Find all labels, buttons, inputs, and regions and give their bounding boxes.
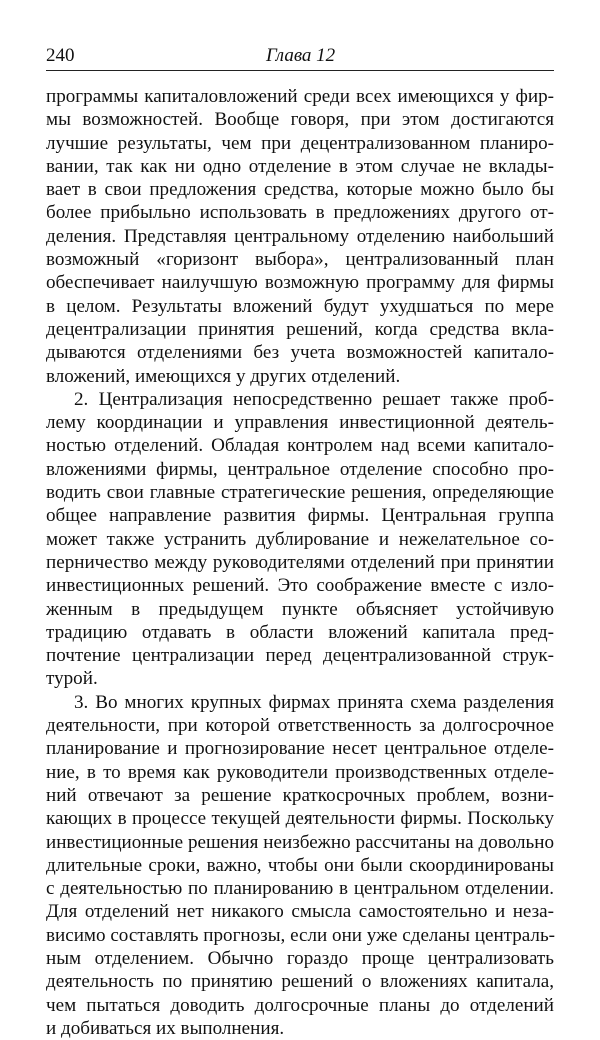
- text-line: обеспечивает наилучшую возможную программу для фирмы: [46, 272, 554, 294]
- text-line: деятельность по принятию решений о вложениях капитала,: [46, 971, 554, 993]
- text-line: вании, так как ни одно отделение в этом случае не вклады-: [46, 155, 554, 177]
- text-line: ние, в то время как руководители производственных отделе-: [46, 761, 554, 783]
- text-line: в целом. Результаты вложений будут ухудшаться по мере: [46, 295, 554, 317]
- text-line: дываются отделениями без учета возможностей капитало-: [46, 342, 554, 364]
- text-line: Для отделений нет никакого смысла самостоятельно и неза-: [46, 901, 554, 923]
- text-line: деятельности, при которой ответственность за долгосрочное: [46, 715, 554, 737]
- text-line: деления. Представляя центральному отделению наибольший: [46, 225, 554, 247]
- text-line: 2. Централизация непосредственно решает также проб-: [74, 388, 554, 410]
- text-line: почтение централизации перед децентрализованной струк-: [46, 645, 554, 667]
- text-line: программы капиталовложений среди всех имеющихся у фир-: [46, 86, 554, 107]
- text-line: лучшие результаты, чем при децентрализованном планиро-: [46, 132, 554, 154]
- text-line: перничество между руководителями отделений при принятии: [46, 551, 554, 573]
- text-line: инвестиционные решения неизбежно рассчитаны на довольно: [46, 831, 554, 853]
- paragraph-2: [46, 388, 554, 691]
- text-line: может также устранить дублирование и нежелательное со-: [46, 528, 554, 550]
- text-line: ностью отделений. Обладая контролем над всеми капитало-: [46, 435, 554, 457]
- text-line: ным отделением. Обычно гораздо проще централизовать: [46, 947, 554, 969]
- text-line: общее направление развития фирмы. Центральная группа: [46, 505, 554, 527]
- chapter-title: Глава 12: [266, 45, 336, 66]
- text-line: вложений, имеющихся у других отделений.: [46, 365, 401, 387]
- text-line: вает в свои предложения средства, которые можно было бы: [46, 179, 554, 201]
- text-line: возможный «горизонт выбора», централизованный план: [46, 249, 554, 271]
- text-line: мы возможностей. Вообще говоря, при этом достигаются: [46, 109, 554, 131]
- running-header: [46, 44, 554, 71]
- text-line: ний отвечают за решение краткосрочных проблем, возни-: [46, 784, 554, 806]
- text-line: женным в предыдущем пункте объясняет устойчивую: [46, 598, 554, 620]
- text-line: инвестиционных решений. Это соображение вместе с изло-: [46, 575, 554, 597]
- text-line: планирование и прогнозирование несет центральное отделе-: [46, 738, 554, 760]
- text-line: лему координации и управления инвестиционной деятель-: [46, 412, 554, 434]
- body-text: [46, 85, 554, 1040]
- paragraph-1: [46, 85, 554, 388]
- text-line: водить свои главные стратегические решения, определяющие: [46, 482, 554, 504]
- text-line: и добиваться их выполнения.: [46, 1017, 285, 1039]
- text-line: более прибыльно использовать в предложениях другого от-: [46, 202, 554, 224]
- page-number: 240: [46, 45, 75, 66]
- text-line: турой.: [46, 668, 98, 690]
- text-line: с деятельностью по планированию в центральном отделении.: [46, 878, 554, 900]
- text-line: висимо составлять прогнозы, если они уже сделаны централь-: [46, 924, 556, 946]
- text-line: чем пытаться доводить долгосрочные планы до отделений: [46, 994, 554, 1016]
- paragraph-3: [46, 691, 554, 1040]
- text-line: длительные сроки, важно, чтобы они были скоординированы: [46, 854, 554, 876]
- text-line: 3. Во многих крупных фирмах принята схема разделения: [74, 691, 554, 713]
- text-line: вложениями фирмы, центральное отделение способно про-: [46, 458, 554, 480]
- text-line: традицию отдавать в области вложений капитала пред-: [46, 621, 554, 643]
- text-line: децентрализации принятия решений, когда средства вкла-: [46, 318, 554, 340]
- text-line: кающих в процессе текущей деятельности фирмы. Поскольку: [46, 808, 554, 830]
